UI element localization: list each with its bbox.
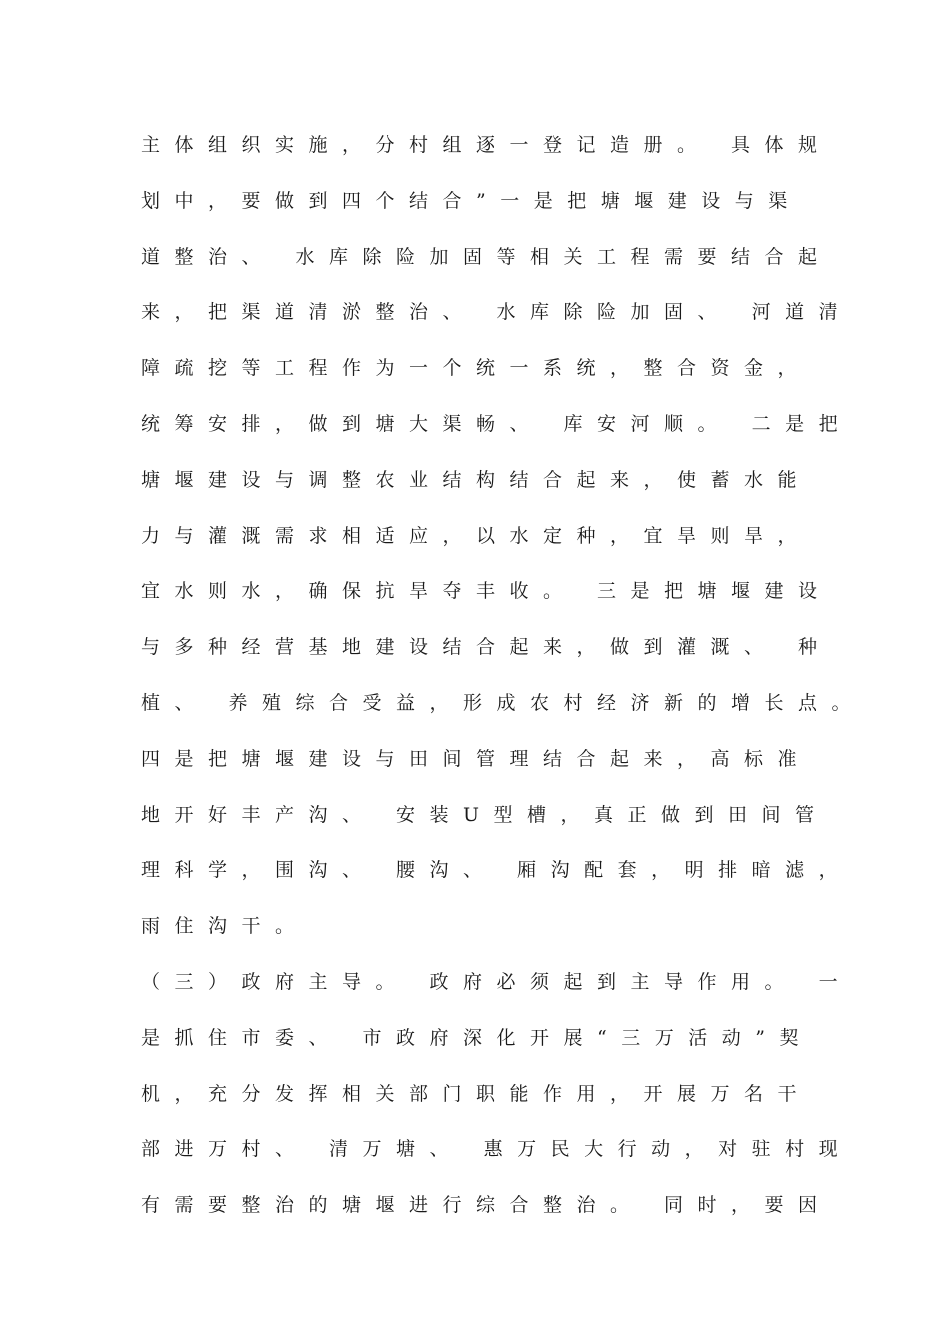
text-line: 宜水则水，确保抗旱夺丰收。 三是把塘堰建设 — [141, 580, 832, 603]
text-line: 塘堰建设与调整农业结构结合起来，使蓄水能 — [141, 468, 812, 491]
text-line: 来，把渠道清淤整治、 水库除险加固、 河道清 — [141, 301, 853, 324]
text-line: 是抓住市委、 市政府深化开展“三万活动”契 — [141, 1026, 813, 1049]
text-line: （三）政府主导。 政府必须起到主导作用。 一 — [141, 970, 853, 993]
text-line: 四是把塘堰建设与田间管理结合起来，高标准 — [141, 747, 812, 770]
text-line: 机，充分发挥相关部门职能作用，开展万名干 — [141, 1082, 812, 1105]
text-line: 道整治、 水库除险加固等相关工程需要结合起 — [141, 245, 832, 268]
text-line: 划中，要做到四个结合”一是把塘堰建设与渠 — [141, 189, 802, 212]
text-line: 有需要整治的塘堰进行综合整治。 同时，要因 — [141, 1194, 832, 1217]
text-line: 障疏挖等工程作为一个统一系统，整合资金， — [141, 357, 812, 380]
text-line: 统筹安排，做到塘大渠畅、 库安河顺。 二是把 — [141, 412, 853, 435]
text-line: 与多种经营基地建设结合起来，做到灌溉、 种 — [141, 636, 832, 659]
text-line: 力与灌溉需求相适应，以水定种，宜旱则旱， — [141, 524, 812, 547]
body-text — [141, 125, 866, 1241]
text-line: 主体组织实施，分村组逐一登记造册。 具体规 — [141, 134, 832, 156]
text-line: 部进万村、 清万塘、 惠万民大行动，对驻村现 — [141, 1138, 853, 1161]
text-line: 地开好丰产沟、 安装U型槽，真正做到田间管 — [141, 803, 829, 826]
text-line: 雨住沟干。 — [141, 915, 309, 938]
text-line: 理科学，围沟、 腰沟、 厢沟配套，明排暗滤， — [141, 859, 853, 882]
text-line: 植、 养殖综合受益，形成农村经济新的增长点。 — [141, 691, 866, 714]
